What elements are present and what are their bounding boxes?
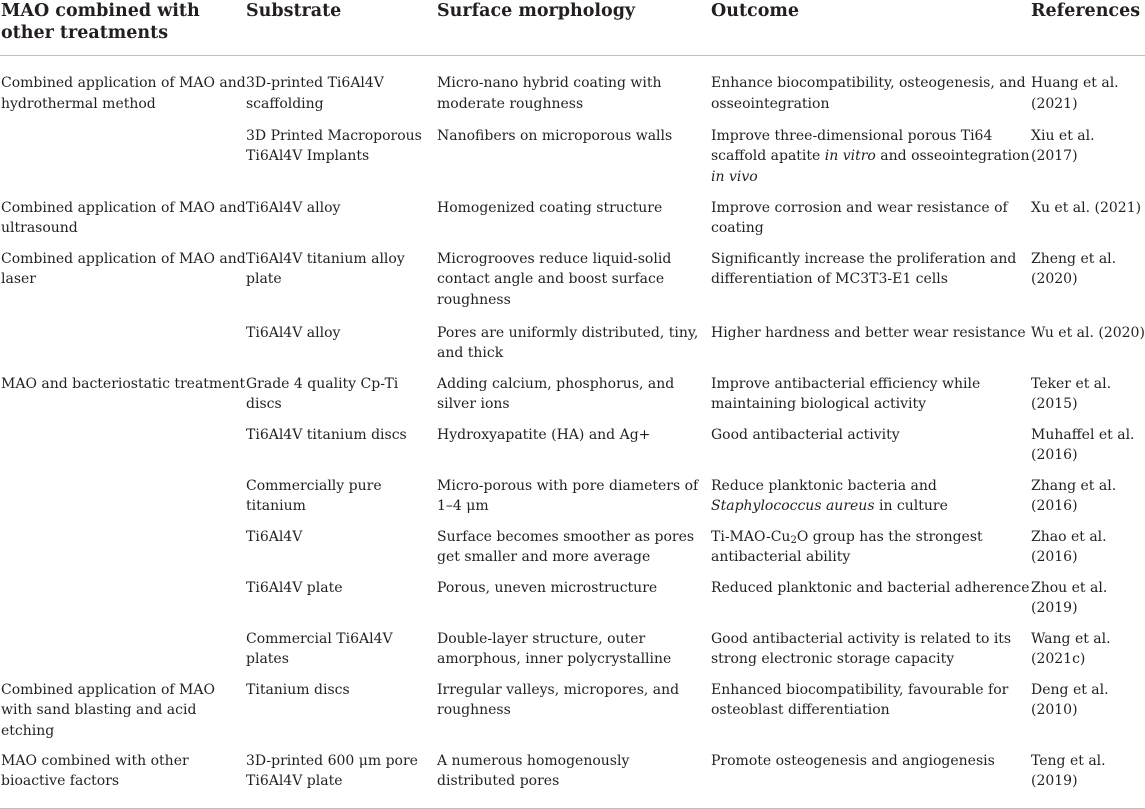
cell-morphology: Homogenized coating structure xyxy=(437,199,663,216)
table-row xyxy=(0,198,1145,249)
table-body xyxy=(0,56,1145,809)
cell-morphology: Double-layer structure, outer amorphous, inner polycrystalline xyxy=(437,630,672,667)
cell-morphology: Micro-nano hybrid coating with moderate roughness xyxy=(437,75,662,112)
cell-outcome: Significantly increase the proliferation and differentiation of MC3T3-E1 cells xyxy=(711,250,1017,287)
cell-outcome: Enhance biocompatibility, osteogenesis, and osseointegration xyxy=(711,75,1026,112)
cell-substrate: Ti6Al4V xyxy=(246,528,303,545)
cell-reference: Muhaffel et al. (2016) xyxy=(1031,426,1135,463)
header-row xyxy=(0,0,1145,56)
cell-substrate: Ti6Al4V plate xyxy=(246,579,343,596)
cell-treatment: MAO combined with other bioactive factors xyxy=(0,751,246,809)
cell-substrate: Commercial Ti6Al4V plates xyxy=(246,630,393,667)
table-row xyxy=(0,249,1145,323)
cell-substrate: Commercially pure titanium xyxy=(246,477,382,514)
cell-reference: Teng et al. (2019) xyxy=(1031,751,1145,809)
table-row xyxy=(0,476,1145,527)
table-row xyxy=(0,527,1145,578)
cell-outcome: Improve corrosion and wear resistance of coating xyxy=(711,199,1008,236)
table-row xyxy=(0,629,1145,680)
outcome-text: Reduce planktonic bacteria and xyxy=(711,477,937,494)
cell-treatment: Combined application of MAO and ultrasound xyxy=(1,199,246,236)
cell-outcome: Good antibacterial activity is related to its strong electronic storage capacity xyxy=(711,630,1012,667)
cell-substrate: Ti6Al4V alloy xyxy=(246,324,341,341)
cell-treatment xyxy=(0,126,246,198)
cell-treatment xyxy=(0,527,246,578)
cell-morphology: Microgrooves reduce liquid-solid contact angle and boost surface roughness xyxy=(437,250,672,308)
cell-reference: Huang et al. (2021) xyxy=(1031,75,1119,112)
cell-treatment: Combined application of MAO with sand blasting and acid etching xyxy=(1,681,215,739)
cell-substrate: Grade 4 quality Cp-Ti discs xyxy=(246,375,399,412)
header-references: References xyxy=(1031,0,1145,56)
cell-outcome: Promote osteogenesis and angiogenesis xyxy=(711,751,1031,809)
table-header xyxy=(0,0,1145,56)
cell-morphology: Hydroxyapatite (HA) and Ag+ xyxy=(437,426,651,443)
cell-reference: Wang et al. (2021c) xyxy=(1031,630,1111,667)
header-substrate: Substrate xyxy=(246,0,437,56)
cell-treatment xyxy=(0,323,246,374)
cell-substrate: 3D-printed Ti6Al4V scaffolding xyxy=(246,75,384,112)
cell-morphology: Irregular valleys, micropores, and roughness xyxy=(437,681,680,718)
header-morphology: Surface morphology xyxy=(437,0,711,56)
cell-treatment xyxy=(0,629,246,680)
table-row xyxy=(0,374,1145,425)
cell-outcome: Reduced planktonic and bacterial adherence xyxy=(711,579,1030,596)
cell-outcome: Higher hardness and better wear resistance xyxy=(711,324,1026,341)
outcome-text: O group has the strongest antibacterial ability xyxy=(711,528,983,565)
cell-outcome xyxy=(711,476,1031,527)
cell-morphology: Pores are uniformly distributed, tiny, and thick xyxy=(437,324,699,361)
outcome-text: in culture xyxy=(874,498,948,514)
cell-outcome: Enhanced biocompatibility, favourable for osteoblast differentiation xyxy=(711,681,1009,718)
cell-treatment: Combined application of MAO and laser xyxy=(1,250,246,287)
outcome-subscript: 2 xyxy=(790,534,797,546)
table-row xyxy=(0,56,1145,126)
outcome-italic-text: in vivo xyxy=(711,168,758,185)
cell-reference: Zhou et al. (2019) xyxy=(1031,579,1108,616)
cell-treatment: Combined application of MAO and hydrothermal method xyxy=(1,75,246,112)
outcome-italic-text: Staphylococcus aureus xyxy=(711,498,875,514)
cell-morphology: Micro-porous with pore diameters of 1–4 μm xyxy=(437,477,699,514)
cell-substrate: Ti6Al4V titanium alloy plate xyxy=(246,250,405,287)
outcome-text: Improve three-dimensional porous Ti64 scaffold apatite xyxy=(711,127,993,164)
cell-morphology: Nanofibers on microporous walls xyxy=(437,127,673,144)
cell-outcome: Good antibacterial activity xyxy=(711,426,900,443)
cell-reference: Wu et al. (2020) xyxy=(1031,324,1145,341)
cell-reference: Zhao et al. (2016) xyxy=(1031,528,1107,565)
table-row xyxy=(0,126,1145,198)
cell-treatment xyxy=(0,425,246,476)
cell-reference: Zhang et al. (2016) xyxy=(1031,477,1117,514)
cell-treatment: MAO and bacteriostatic treatment xyxy=(1,375,246,392)
cell-treatment xyxy=(0,476,246,527)
cell-substrate: 3D Printed Macroporous Ti6Al4V Implants xyxy=(246,127,422,164)
cell-reference: Teker et al. (2015) xyxy=(1031,375,1112,412)
cell-treatment xyxy=(0,578,246,629)
cell-reference: Zheng et al. (2020) xyxy=(1031,250,1117,287)
table-row xyxy=(0,323,1145,374)
cell-morphology: Surface becomes smoother as pores get smaller and more average xyxy=(437,528,695,565)
cell-substrate: Ti6Al4V alloy xyxy=(246,199,341,216)
cell-outcome: Improve antibacterial efficiency while maintaining biological activity xyxy=(711,375,981,412)
cell-outcome xyxy=(711,527,1031,578)
cell-outcome xyxy=(711,126,1031,198)
cell-morphology: Adding calcium, phosphorus, and silver ions xyxy=(437,375,675,412)
cell-substrate: Titanium discs xyxy=(246,681,350,698)
header-outcome: Outcome xyxy=(711,0,1031,56)
table-row xyxy=(0,751,1145,809)
outcome-text: Ti-MAO-Cu xyxy=(711,528,791,545)
outcome-text: and osseointegration xyxy=(875,148,1030,164)
cell-substrate: 3D-printed 600 μm pore Ti6Al4V plate xyxy=(246,751,437,809)
cell-reference: Xiu et al. (2017) xyxy=(1031,127,1095,164)
cell-morphology: A numerous homogenously distributed pores xyxy=(437,751,711,809)
table-row xyxy=(0,578,1145,629)
cell-reference: Deng et al. (2010) xyxy=(1031,681,1109,718)
table-row xyxy=(0,425,1145,476)
cell-morphology: Porous, uneven microstructure xyxy=(437,579,658,596)
header-treatment: MAO combined with other treatments xyxy=(0,0,246,56)
outcome-italic-text: in vitro xyxy=(824,148,876,164)
cell-substrate: Ti6Al4V titanium discs xyxy=(246,426,407,443)
cell-reference: Xu et al. (2021) xyxy=(1031,199,1142,216)
table-row xyxy=(0,680,1145,751)
